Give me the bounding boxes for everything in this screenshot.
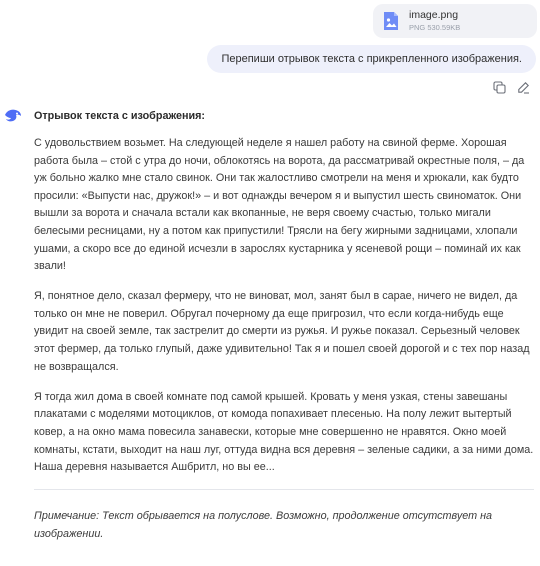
- answer-paragraph-1: С удовольствием возьмет. На следующей неделе я нашел работу на свиной ферме. Хорошая работа была – стой с утра до ночи, облокотясь на ворота, да рассматривай окрестные поля, – да уж больно жалко мне стало свинок. Они так жалостливо смотрели на меня и хрюкали, как будто просили: «Выпусти нас, дружок!» – и вот однажды вечером я и выпустил шесть свиноматок. Они вышли за ворота и сначала встали как вкопанные, не веря своему счастью, только мигали белесыми ресницами, ну а потом как припустили! Трясли на бегу жирными задницами, хлопали ушами, а скоро все до единой исчезли в зарослях кустарника у ясеневой рощи – поминай их как звали!: [34, 137, 525, 273]
- answer-paragraph-2: Я, понятное дело, сказал фермеру, что не виноват, мол, занят был в сарае, ничего не видел, да только он мне не поверил. Обругал почерному да еще пригрозил, что если когда-нибудь еще увидит на своей земле, так застрелит до смерти из ружья. И ружье показал. Серьезный человек этот фермер, да только глупый, даже удивительно! Так я и пошел своей дорогой и с тех пор назад не возвращался.: [34, 290, 530, 373]
- assistant-answer: [34, 109, 534, 556]
- image-file-icon: [382, 10, 400, 32]
- answer-title: Отрывок текста с изображения:: [34, 110, 206, 122]
- answer-paragraph-3: Я тогда жил дома в своей комнате под самой крышей. Кровать у меня узкая, стены завешаны плакатами с моделями мотоциклов, от комода попахивает плесенью. На полу лежит вытертый ковер, а на окно мама повесила занавески, которые мне совершенно не нравятся. Окно моей комнаты, кстати, выходит на наш луг, оттуда видна вся деревня – зеленые садики, а за ними дома. Наша деревня называется Ашбритл, но вы ее...: [34, 390, 534, 474]
- attachment-filename: image.png: [409, 9, 459, 21]
- divider: [34, 489, 534, 490]
- attachment-card[interactable]: [373, 4, 537, 38]
- user-message-actions: [492, 80, 530, 94]
- attachment-meta: PNG 530.59KB: [409, 23, 461, 32]
- user-message: Перепиши отрывок текста с прикрепленного изображения.: [207, 45, 536, 73]
- copy-icon[interactable]: [492, 80, 506, 94]
- answer-note: Примечание: Текст обрывается на полуслове. Возможно, продолжение отсутствует на изображении.: [34, 510, 493, 540]
- assistant-logo-icon: [2, 105, 24, 127]
- edit-icon[interactable]: [516, 80, 530, 94]
